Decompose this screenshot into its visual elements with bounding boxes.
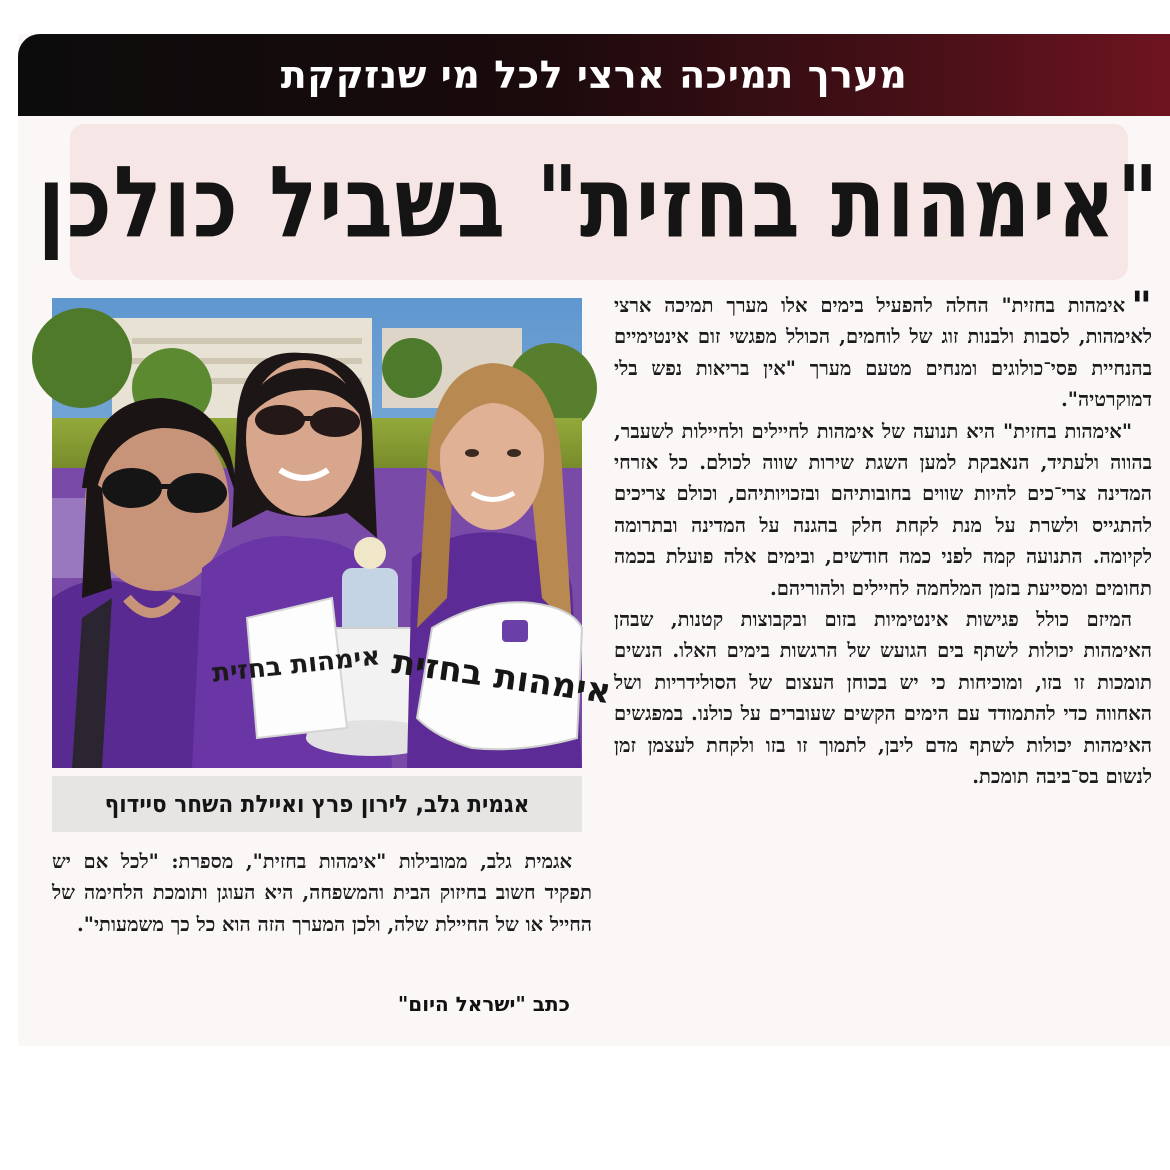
author-credit: כתב "ישראל היום" bbox=[397, 992, 570, 1016]
small-sign-text: אימהות בחזית bbox=[210, 641, 382, 689]
banner-title: מערך תמיכה ארצי לכל מי שנזקקת bbox=[280, 53, 908, 97]
section-banner bbox=[18, 34, 1170, 116]
paragraph-1-text: אימהות בחזית" החלה להפעיל בימים אלו מערך תמיכה ארצי לאימהות, לסבות ולבנות זוג של לוחמים, הכולל מפגשי זום אינטימיים בהנחיית פסי־כולוגים ומנחים מטעם מערך "אין בריאות נפש בלי דמוקרטיה". bbox=[614, 294, 1152, 412]
article-paragraph-2: "אימהות בחזית" היא תנועה של אימהות לחיילים ולחיילות לשעבר, בהווה ולעתיד, הנאבקת למען השגת שירות שווה לכולם. כל אזרחי המדינה צרי־כים להיות שווים בחובותיהם ובזכויותיהם, וכולם צריכים להתגייס ולשרת על מנת לקחת חלק בהגנה על המדינה ובתרומה לקיומה. התנועה קמה לפני כמה חודשים, ובימים אלה פועלת בכמה תחומים ומסייעת בזמן המלחמה לחיילים ולהוריהם. bbox=[614, 419, 1152, 600]
article-paragraph-1 bbox=[614, 284, 1152, 416]
article-photo bbox=[52, 298, 614, 768]
sidebar-text bbox=[52, 846, 592, 940]
photo-caption-box bbox=[52, 776, 582, 832]
article-headline: "אימהות בחזית" בשביל כולכן bbox=[37, 144, 1161, 260]
article-body bbox=[614, 284, 1152, 793]
opening-quote-mark: " bbox=[1131, 284, 1152, 330]
large-sign-text: אימהות בחזית bbox=[389, 641, 614, 713]
photo-caption: אגמית גלב, לירון פרץ ואיילת השחר סיידוף bbox=[104, 790, 530, 818]
photo-illustration bbox=[52, 298, 614, 768]
sidebar-paragraph: אגמית גלב, ממובילות "אימהות בחזית", מספרת: "לכל אם יש תפקיד חשוב בחיזוק הבית והמשפחה, היא העוגן ותומכת הלחימה של החייל או של החיילת שלה, ולכן המערך הזה הוא כל כך משמעותי". bbox=[52, 850, 592, 936]
article-paragraph-3: המיזם כולל פגישות אינטימיות בזום ובקבוצות קטנות, שבהן האימהות יכולות לשתף בים הגועש של הרגשות בימים האלו. הנשים תומכות זו בזו, ומוכיחות כי יש בכוחן העצום של הסולידריות ושל האחווה כדי להתמודד עם הימים הקשים שעוברים על כולנו. במפגשים האימהות יכולות לשתף מדם ליבן, לתמוך זו בזו ולקחת לעצמן זמן לנשום בס־ביבה תומכת. bbox=[614, 608, 1152, 789]
headline-box bbox=[37, 124, 1161, 280]
newspaper-page bbox=[18, 34, 1170, 1046]
